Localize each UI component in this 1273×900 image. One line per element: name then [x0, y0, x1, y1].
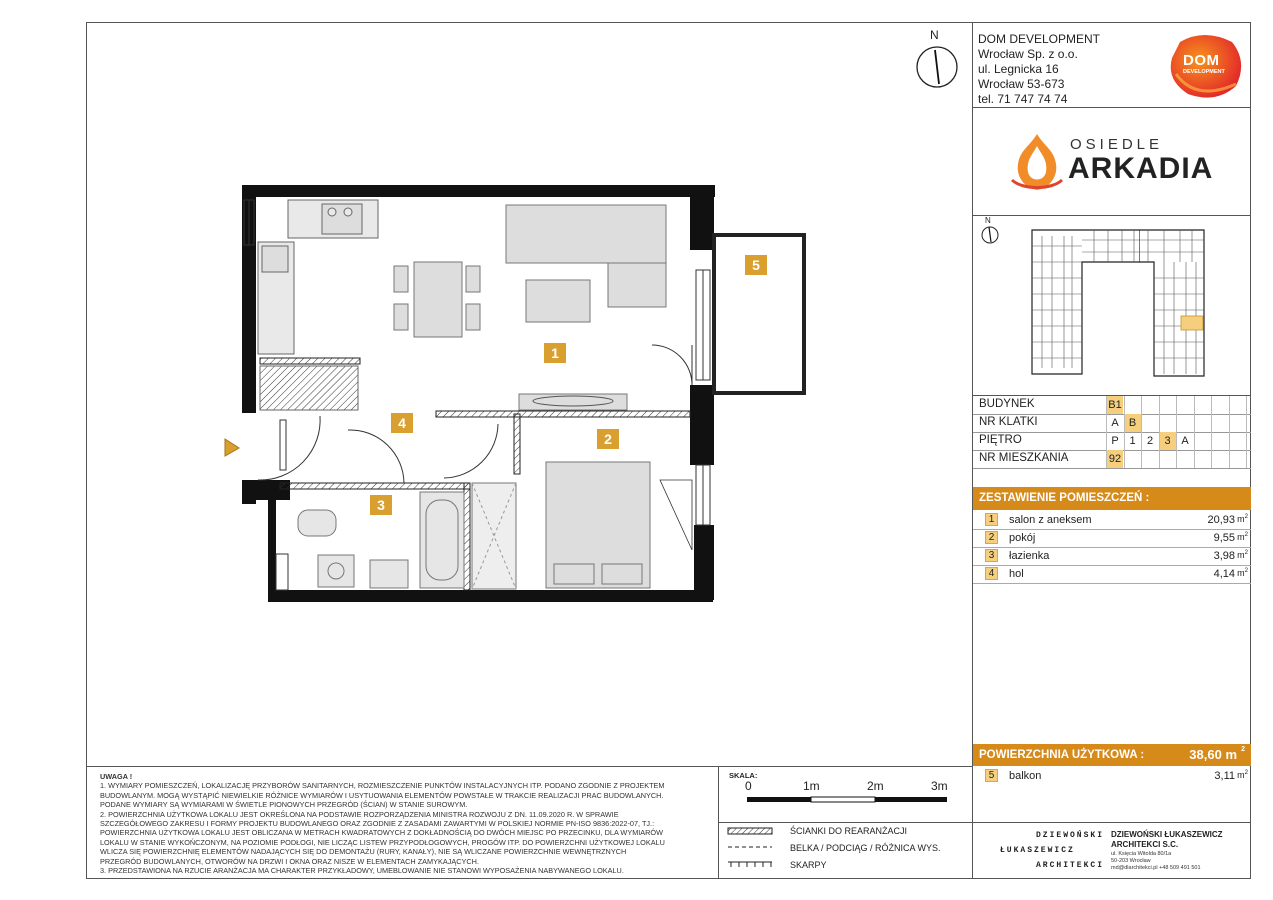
room-row — [973, 565, 1251, 584]
info-cell: 2 — [1141, 432, 1158, 450]
info-cell — [1176, 396, 1193, 414]
legend-item: ŚCIANKI DO REARANŻACJI — [790, 826, 908, 836]
info-cell: A — [1106, 414, 1123, 432]
legend-symbols — [727, 826, 775, 870]
developer-city: Wrocław 53-673 — [978, 77, 1065, 91]
developer-street: ul. Legnicka 16 — [978, 62, 1059, 76]
info-label: NR KLATKI — [979, 416, 1038, 428]
info-cell: 92 — [1106, 450, 1123, 468]
architect-address-line: 50-203 Wrocław — [1111, 858, 1151, 864]
info-cell — [1229, 450, 1246, 468]
info-cell — [1246, 396, 1263, 414]
dom-logo-sub: DEVELOPMENT — [1183, 69, 1225, 75]
room-row — [973, 511, 1251, 530]
info-cell: B — [1124, 414, 1141, 432]
notes-line: 3. PRZEDSTAWIONA NA RZUCIE ARANŻACJA MA CHARAKTER PRZYKŁADOWY, UMEBLOWANIE NIE STANOWI WYPOSAŻENIA NABYWANEGO LOKALU. — [100, 866, 624, 876]
scale-tick: 0 — [745, 779, 752, 793]
building-key-plan — [980, 216, 1245, 394]
info-label: PIĘTRO — [979, 434, 1022, 446]
compass-icon — [915, 44, 959, 90]
summary-title: ZESTAWIENIE POMIESZCZEŃ : — [979, 492, 1150, 504]
architect-address-line: ul. Księcia Witolda 80/1a — [1111, 851, 1172, 857]
room-number: 5 — [985, 769, 998, 782]
info-cell — [1141, 450, 1158, 468]
north-compass — [915, 28, 959, 92]
developer-company: Wrocław Sp. z o.o. — [978, 47, 1078, 61]
dom-logo-text: DOM — [1183, 52, 1220, 69]
room-unit: $m^2$ — [1237, 568, 1248, 578]
room-unit: $m^2$ — [1237, 532, 1248, 542]
flame-icon — [1008, 132, 1066, 194]
architect-logo-line: DZIEWOŃSKI — [1035, 831, 1104, 840]
usable-area-label: POWIERZCHNIA UŻYTKOWA : — [979, 749, 1145, 761]
balcony-row — [973, 767, 1251, 785]
info-cell — [1141, 396, 1158, 414]
room-name: salon z aneksem — [1009, 514, 1092, 526]
key-plan-drawing — [1024, 224, 1214, 384]
room-area: 4,14 — [1213, 568, 1235, 580]
info-cell — [1246, 450, 1263, 468]
architect-contact: md@dlarchitekci.pl +48 509 491 501 — [1111, 865, 1201, 871]
notes-line: PRZEGRÓD BUDOWLANYCH, OTWORÓW NA DRZWI I OKNA ORAZ NISZE W ELEMENTACH ZAMYKAJĄCYCH. — [100, 856, 479, 866]
summary-header — [973, 487, 1251, 510]
scale-tick: 3m — [931, 779, 948, 793]
room-area: 9,55 — [1213, 532, 1235, 544]
info-cell — [1194, 450, 1211, 468]
developer-name: DOM DEVELOPMENT — [978, 32, 1101, 46]
divider — [972, 107, 1251, 108]
room-name: balkon — [1009, 770, 1042, 782]
info-cell — [1159, 414, 1176, 432]
room-row — [973, 547, 1251, 566]
info-cell — [1194, 414, 1211, 432]
info-cell — [1159, 396, 1176, 414]
info-cell: A — [1176, 432, 1193, 450]
notes-line: SZCZEGÓŁOWEGO ZAKRESU I FORMY PROJEKTU BUDOWLANEGO ORAZ ZGODNIE Z ZASADAMI ZAWARTYMI W POLSKIEJ NORMIE PN-ISO 9836:2022-07, TJ.: — [100, 819, 655, 829]
architect-address — [1111, 851, 1201, 872]
room-unit: $m^2$ — [1237, 514, 1248, 524]
info-cell — [1229, 396, 1246, 414]
scale-title: SKALA: — [729, 771, 758, 780]
notes-line: LOKALU W STANIE WYKOŃCZONYM, NA POZIOMIE PODŁOGI, NIE LICZĄC LISTEW PRZYPODŁOGOWYCH, PROGÓW ITP. DO POWIERZCHNI UŻYTKOWEJ LOKALU — [100, 837, 665, 847]
info-cell — [1246, 414, 1263, 432]
usable-area-sup: 2 — [1241, 746, 1245, 753]
notes-line: POWIERZCHNIA UŻYTKOWA LOKALU JEST OBLICZANA W METRACH KWADRATOWYCH Z DOKŁADNOŚCIĄ DO DWÓCH MIEJSC PO PRZECINKU, DLA WYMIARÓW — [100, 828, 663, 838]
notes-line: BUDOWLANYM. MOGĄ WYSTĄPIĆ NIEWIELKIE RÓŻNICE WYMIARÓW I USYTUOWANIA ELEMENTÓW POWSTAŁE W TRAKCIE REALIZACJI PRAC BUDOWLANYCH. — [100, 790, 664, 800]
apartment-highlight — [1181, 316, 1203, 330]
notes-line: PODANE WYMIARY SĄ WYMIARAMI W ŚWIETLE PIONOWYCH PRZEGRÓD (ŚCIAN) W STANIE SUROWYM. — [100, 800, 468, 810]
legend-item: SKARPY — [790, 860, 827, 870]
mini-compass-icon — [980, 224, 1002, 246]
info-cell — [1194, 432, 1211, 450]
architect-name-line: ARCHITEKCI S.C. — [1111, 840, 1179, 849]
info-cell — [1176, 414, 1193, 432]
info-label: BUDYNEK — [979, 398, 1035, 410]
room-label-1: 1 — [544, 343, 566, 363]
info-cell — [1141, 414, 1158, 432]
entrance-arrow-icon — [225, 439, 239, 456]
info-cell — [1229, 432, 1246, 450]
room-area: 3,98 — [1213, 550, 1235, 562]
usable-area-value: 38,60 m — [1189, 747, 1237, 762]
compass-label: N — [930, 28, 939, 42]
scale-tick: 1m — [803, 779, 820, 793]
dom-development-logo — [1166, 32, 1244, 102]
info-cell — [1211, 450, 1228, 468]
room-number: 3 — [985, 549, 998, 562]
developer-info — [978, 32, 1100, 107]
developer-phone: tel. 71 747 74 74 — [978, 92, 1068, 106]
room-area: 20,93 — [1207, 514, 1235, 526]
architect-logo-line: ŁUKASZEWICZ — [1000, 846, 1075, 855]
room-unit: $m^2$ — [1237, 770, 1248, 780]
divider — [718, 822, 1251, 823]
notes-heading: UWAGA ! — [100, 772, 133, 781]
room-row — [973, 529, 1251, 548]
architect-logo — [1000, 828, 1104, 874]
info-cell — [1194, 396, 1211, 414]
notes-line: 1. WYMIARY POMIESZCZEŃ, LOKALIZACJĘ PRZYBORÓW SANITARNYCH, ROZMIESZCZENIE PUNKTÓW INSTALACYJNYCH ITP. PODANO ZGODNIE Z PROJEKTEM — [100, 781, 665, 791]
info-cell — [1124, 396, 1141, 414]
info-cell: 3 — [1159, 432, 1176, 450]
info-cell — [1211, 396, 1228, 414]
room-number: 2 — [985, 531, 998, 544]
scale-tick: 2m — [867, 779, 884, 793]
notes-block — [100, 772, 710, 875]
info-cell — [1229, 414, 1246, 432]
info-cell: 1 — [1124, 432, 1141, 450]
mini-compass-label: N — [985, 216, 991, 225]
divider — [86, 766, 973, 767]
architect-logo-line: ARCHITEKCI — [1035, 861, 1104, 870]
notes-line: 2. POWIERZCHNIA UŻYTKOWA LOKALU JEST OKREŚLONA NA PODSTAWIE ROZPORZĄDZENIA MINISTRA ROZWOJU Z DN. 11.09.2020 R. W SPRAWIE — [100, 809, 619, 819]
info-cell: P — [1106, 432, 1123, 450]
project-name: ARKADIA — [1068, 152, 1214, 185]
notes-line: WLICZA SIĘ POWIERZCHNIĘ ELEMENTÓW NADAJĄCYCH SIĘ DO DEMONTAŻU (RURY, KANAŁY), NIE SĄ WLICZANE POWIERZCHNIE WEWNĘTRZNYCH — [100, 847, 627, 857]
scale-bar — [747, 796, 953, 804]
info-cell — [1246, 432, 1263, 450]
room-area: 3,11 — [1214, 770, 1235, 782]
room-label-4: 4 — [391, 413, 413, 433]
floor-plan — [220, 180, 820, 610]
info-cell — [1211, 414, 1228, 432]
usable-area-bar — [973, 744, 1251, 766]
info-cell — [1211, 432, 1228, 450]
room-label-5: 5 — [745, 255, 767, 275]
room-label-3: 3 — [370, 495, 392, 515]
info-cell — [1124, 450, 1141, 468]
info-cell: B1 — [1106, 396, 1123, 414]
room-number: 1 — [985, 513, 998, 526]
room-name: pokój — [1009, 532, 1036, 544]
room-name: hol — [1009, 568, 1024, 580]
info-cell — [1159, 450, 1176, 468]
legend-item: BELKA / PODCIĄG / RÓŻNICA WYS. — [790, 843, 941, 853]
room-number: 4 — [985, 567, 998, 580]
info-label: NR MIESZKANIA — [979, 452, 1069, 464]
room-label-2: 2 — [597, 429, 619, 449]
room-unit: $m^2$ — [1237, 550, 1248, 560]
room-name: łazienka — [1009, 550, 1050, 562]
architect-name — [1111, 830, 1223, 850]
project-prefix: OSIEDLE — [1070, 136, 1164, 153]
arkadia-logo — [1008, 128, 1218, 198]
architect-name-line: DZIEWOŃSKI ŁUKASZEWICZ — [1111, 830, 1223, 839]
info-cell — [1176, 450, 1193, 468]
